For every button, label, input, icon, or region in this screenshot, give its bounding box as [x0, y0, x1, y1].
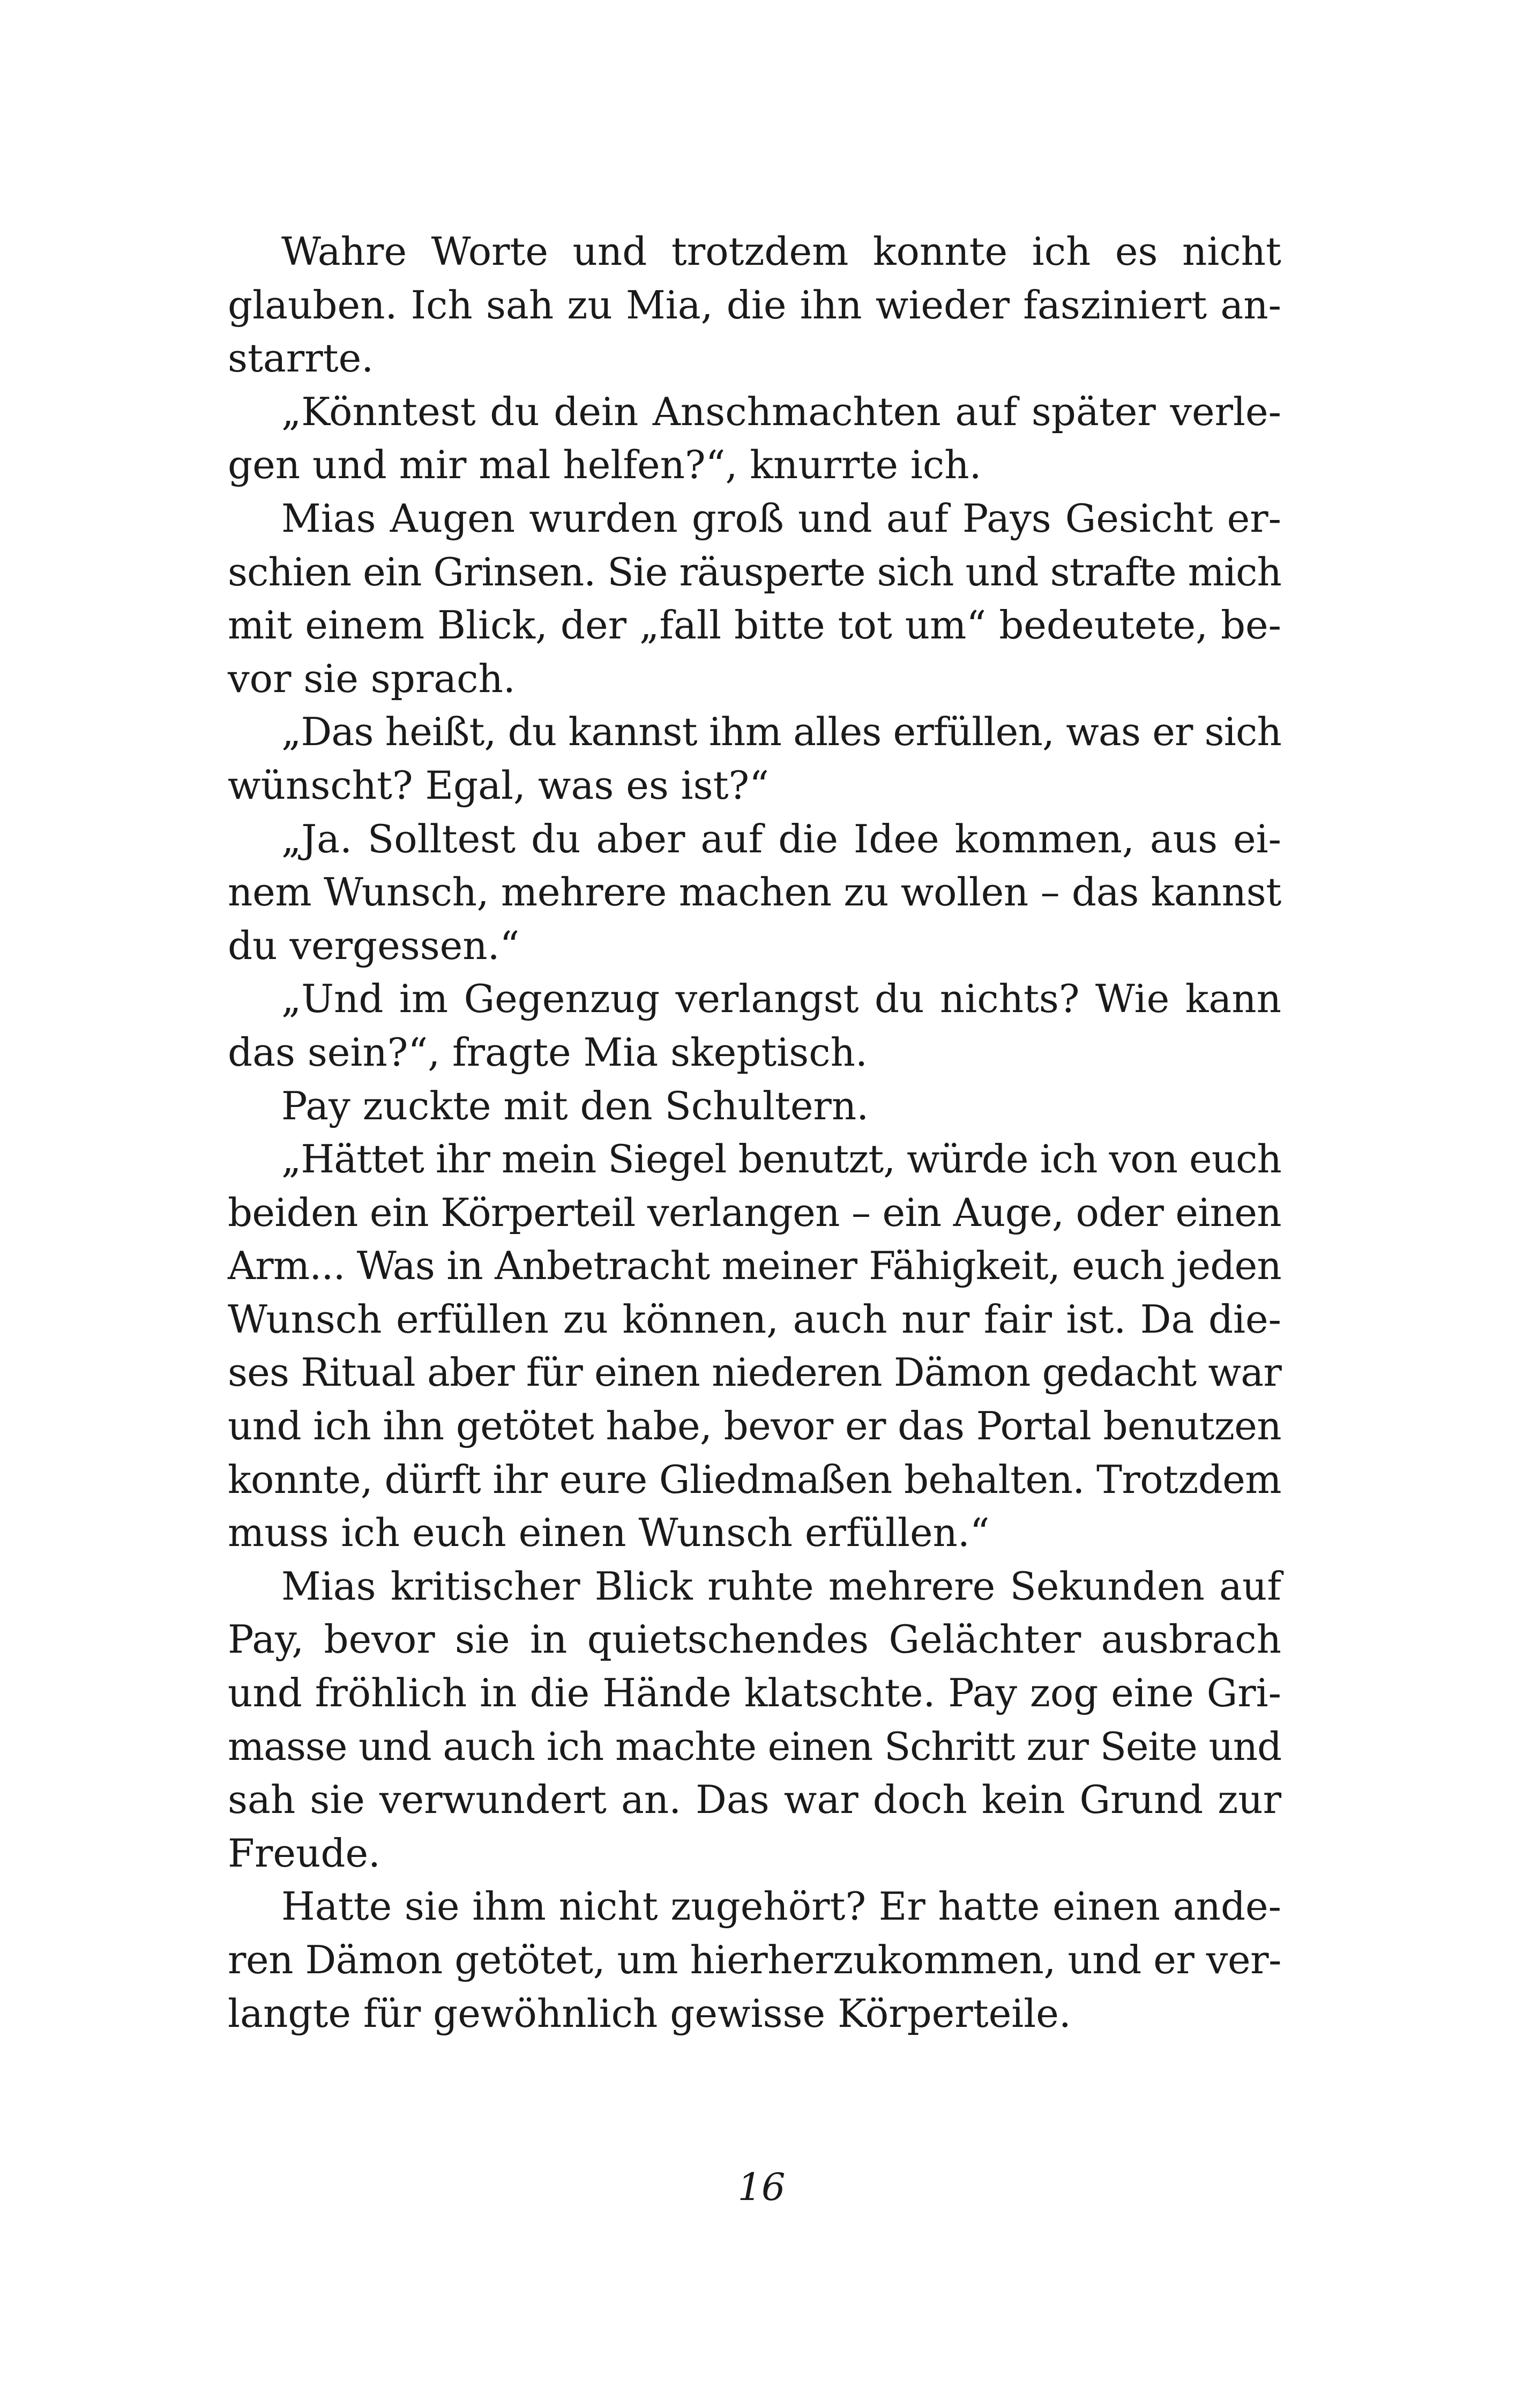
text-line: gen und mir mal helfen?“, knurrte ich.	[228, 442, 982, 488]
text-line: sah sie verwundert an. Das war doch kein Grund zur	[228, 1777, 1281, 1823]
text-line: langte für gewöhnlich gewisse Körperteile.	[228, 1990, 1071, 2036]
text-line: masse und auch ich machte einen Schritt zur Seite und	[228, 1723, 1281, 1769]
text-line: muss ich euch einen Wunsch erfüllen.“	[228, 1510, 990, 1556]
text-line: starrte.	[228, 336, 374, 381]
text-line: Freude.	[228, 1830, 380, 1876]
text-line: du vergessen.“	[228, 923, 520, 968]
text-line: mit einem Blick, der „fall bitte tot um“ bedeutete, be-	[228, 603, 1281, 648]
text-line: Hatte sie ihm nicht zugehört? Er hatte einen ande-	[281, 1884, 1281, 1929]
text-line: Wunsch erfüllen zu können, auch nur fair ist. Da die-	[228, 1296, 1281, 1342]
text-line: Pay zuckte mit den Schultern.	[281, 1083, 869, 1128]
text-line: Wahre Worte und trotzdem konnte ich es nicht	[281, 229, 1281, 274]
text-line: das sein?“, fragte Mia skeptisch.	[228, 1029, 868, 1075]
text-line: „Könntest du dein Anschmachten auf später verle-	[281, 389, 1281, 434]
text-line: Mias kritischer Blick ruhte mehrere Sekunden auf	[281, 1563, 1281, 1609]
text-line: „Und im Gegenzug verlangst du nichts? Wie kann	[281, 976, 1281, 1022]
page-number: 16	[737, 2165, 786, 2209]
text-line: Mias Augen wurden groß und auf Pays Gesicht er-	[281, 495, 1281, 541]
text-line: beiden ein Körperteil verlangen – ein Auge, oder einen	[228, 1190, 1281, 1235]
text-line: glauben. Ich sah zu Mia, die ihn wieder fasziniert an-	[228, 282, 1281, 328]
body-text	[228, 225, 1281, 2040]
text-line: Arm... Was in Anbetracht meiner Fähigkeit, euch jeden	[228, 1243, 1281, 1289]
text-line: konnte, dürft ihr eure Gliedmaßen behalten. Trotzdem	[228, 1456, 1282, 1502]
text-line: ren Dämon getötet, um hierherzukommen, und er ver-	[228, 1937, 1281, 1982]
text-line: „Das heißt, du kannst ihm alles erfüllen, was er sich	[281, 709, 1282, 755]
text-line: vor sie sprach.	[228, 656, 516, 701]
text-line: und ich ihn getötet habe, bevor er das Portal benutzen	[228, 1403, 1281, 1449]
text-line: Pay, bevor sie in quietschendes Gelächter ausbrach	[228, 1617, 1281, 1662]
text-line: „Ja. Solltest du aber auf die Idee kommen, aus ei-	[281, 816, 1281, 861]
text-line: nem Wunsch, mehrere machen zu wollen – das kannst	[228, 869, 1281, 915]
text-line: ses Ritual aber für einen niederen Dämon gedacht war	[228, 1350, 1281, 1395]
text-line: und fröhlich in die Hände klatschte. Pay zog eine Gri-	[228, 1670, 1281, 1716]
text-line: „Hättet ihr mein Siegel benutzt, würde ich von euch	[281, 1136, 1282, 1182]
text-line: schien ein Grinsen. Sie räusperte sich und strafte mich	[228, 549, 1281, 594]
text-line: wünscht? Egal, was es ist?“	[228, 762, 769, 808]
